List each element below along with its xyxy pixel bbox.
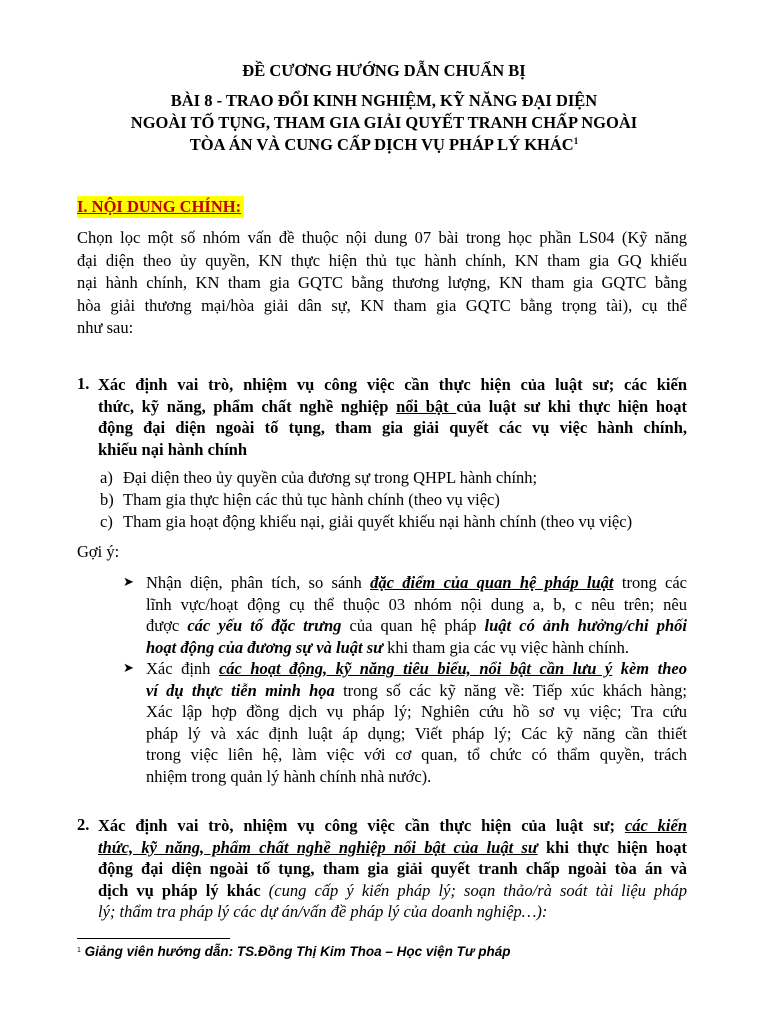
section-heading: I. NỘI DUNG CHÍNH:: [77, 196, 244, 218]
sub-item-a-label: a): [100, 468, 113, 487]
hint-label: Gợi ý:: [77, 542, 120, 561]
hint-bullet-2: Xác định các hoạt động, kỹ năng tiêu biểu, nổi bật cần lưu ý kèm theo ví dụ thực tiễn minh họa trong số các kỹ năng về: Tiếp xúc khách hàng; Xác lập hợp đồng dịch vụ pháp lý; Nghiên cứu hồ sơ vụ việc; Tra cứu pháp lý và xác định luật áp dụng; Viết pháp lý; Các kỹ năng cần thiết trong việc liên hệ, làm việc với cơ quan, tổ chức có thẩm quyền, trách nhiệm trong quản lý hành chính nhà nước).: [146, 659, 687, 786]
footnote-ref: 1: [573, 136, 579, 146]
question-1-heading: Xác định vai trò, nhiệm vụ công việc cần thực hiện của luật sư; các kiến thức, kỹ năng, phẩm chất nghề nghiệp nổi bật của luật sư khi thực hiện hoạt động đại diện ngoài tố tụng, tham gia giải quyết các vụ việc hành chính, khiếu nại hành chính: [98, 375, 688, 459]
footnote-text: Giảng viên hướng dẫn: TS.Đồng Thị Kim Thoa – Học viện Tư pháp: [84, 944, 511, 959]
sub-item-a: Đại diện theo ủy quyền của đương sự trong QHPL hành chính;: [123, 468, 538, 487]
title-line-2: BÀI 8 - TRAO ĐỔI KINH NGHIỆM, KỸ NĂNG ĐẠI DIỆN: [170, 91, 598, 110]
footnote-number: 1: [77, 947, 81, 954]
title-line-3: NGOÀI TỐ TỤNG, THAM GIA GIẢI QUYẾT TRANH CHẤP NGOÀI: [130, 113, 638, 132]
sub-item-b-label: b): [100, 490, 114, 509]
sub-item-b: Tham gia thực hiện các thủ tục hành chính (theo vụ việc): [123, 490, 500, 509]
title-line-1: ĐỀ CƯƠNG HƯỚNG DẪN CHUẨN BỊ: [242, 61, 526, 80]
footnote: [77, 942, 511, 962]
question-2-heading: Xác định vai trò, nhiệm vụ công việc cần thực hiện của luật sư; các kiến thức, kỹ năng, phẩm chất nghề nghiệp nổi bật của luật sư khi thực hiện hoạt động đại diện ngoài tố tụng, tham gia giải quyết tranh chấp ngoài tòa án và dịch vụ pháp lý khác (cung cấp ý kiến pháp lý; soạn thảo/rà soát tài liệu pháp lý; thẩm tra pháp lý các dự án/vấn đề pháp lý của doanh nghiệp…):: [98, 816, 688, 921]
arrow-bullet-icon: ➤: [123, 660, 134, 675]
document-title: [60, 60, 708, 156]
title-line-4: TÒA ÁN VÀ CUNG CẤP DỊCH VỤ PHÁP LÝ KHÁC$^1$: [189, 135, 579, 154]
sub-item-c: Tham gia hoạt động khiếu nại, giải quyết khiếu nại hành chính (theo vụ việc): [123, 512, 633, 531]
footnote-divider: [77, 938, 230, 939]
arrow-bullet-icon: ➤: [123, 574, 134, 589]
question-2-number: 2.: [77, 815, 90, 834]
sub-item-c-label: c): [100, 512, 113, 531]
intro-paragraph: Chọn lọc một số nhóm vấn đề thuộc nội dung 07 bài trong học phần LS04 (Kỹ năng đại diện theo ủy quyền, KN thực hiện thủ tục hành chính, KN tham gia GQ khiếu nại hành chính, KN tham gia GQTC bằng thương lượng, KN tham gia GQTC bằng hòa giải thương mại/hòa giải dân sự, KN tham gia GQTC bằng trọng tài), cụ thể như sau:: [77, 228, 687, 337]
question-1-number: 1.: [77, 374, 90, 393]
hint-bullet-1: Nhận diện, phân tích, so sánh đặc điểm của quan hệ pháp luật trong các lĩnh vực/hoạt động cụ thể thuộc 03 nhóm nội dung a, b, c nêu trên; nêu được các yếu tố đặc trưng của quan hệ pháp luật có ảnh hưởng/chi phối hoạt động của đương sự và luật sư khi tham gia các vụ việc hành chính.: [146, 573, 687, 657]
